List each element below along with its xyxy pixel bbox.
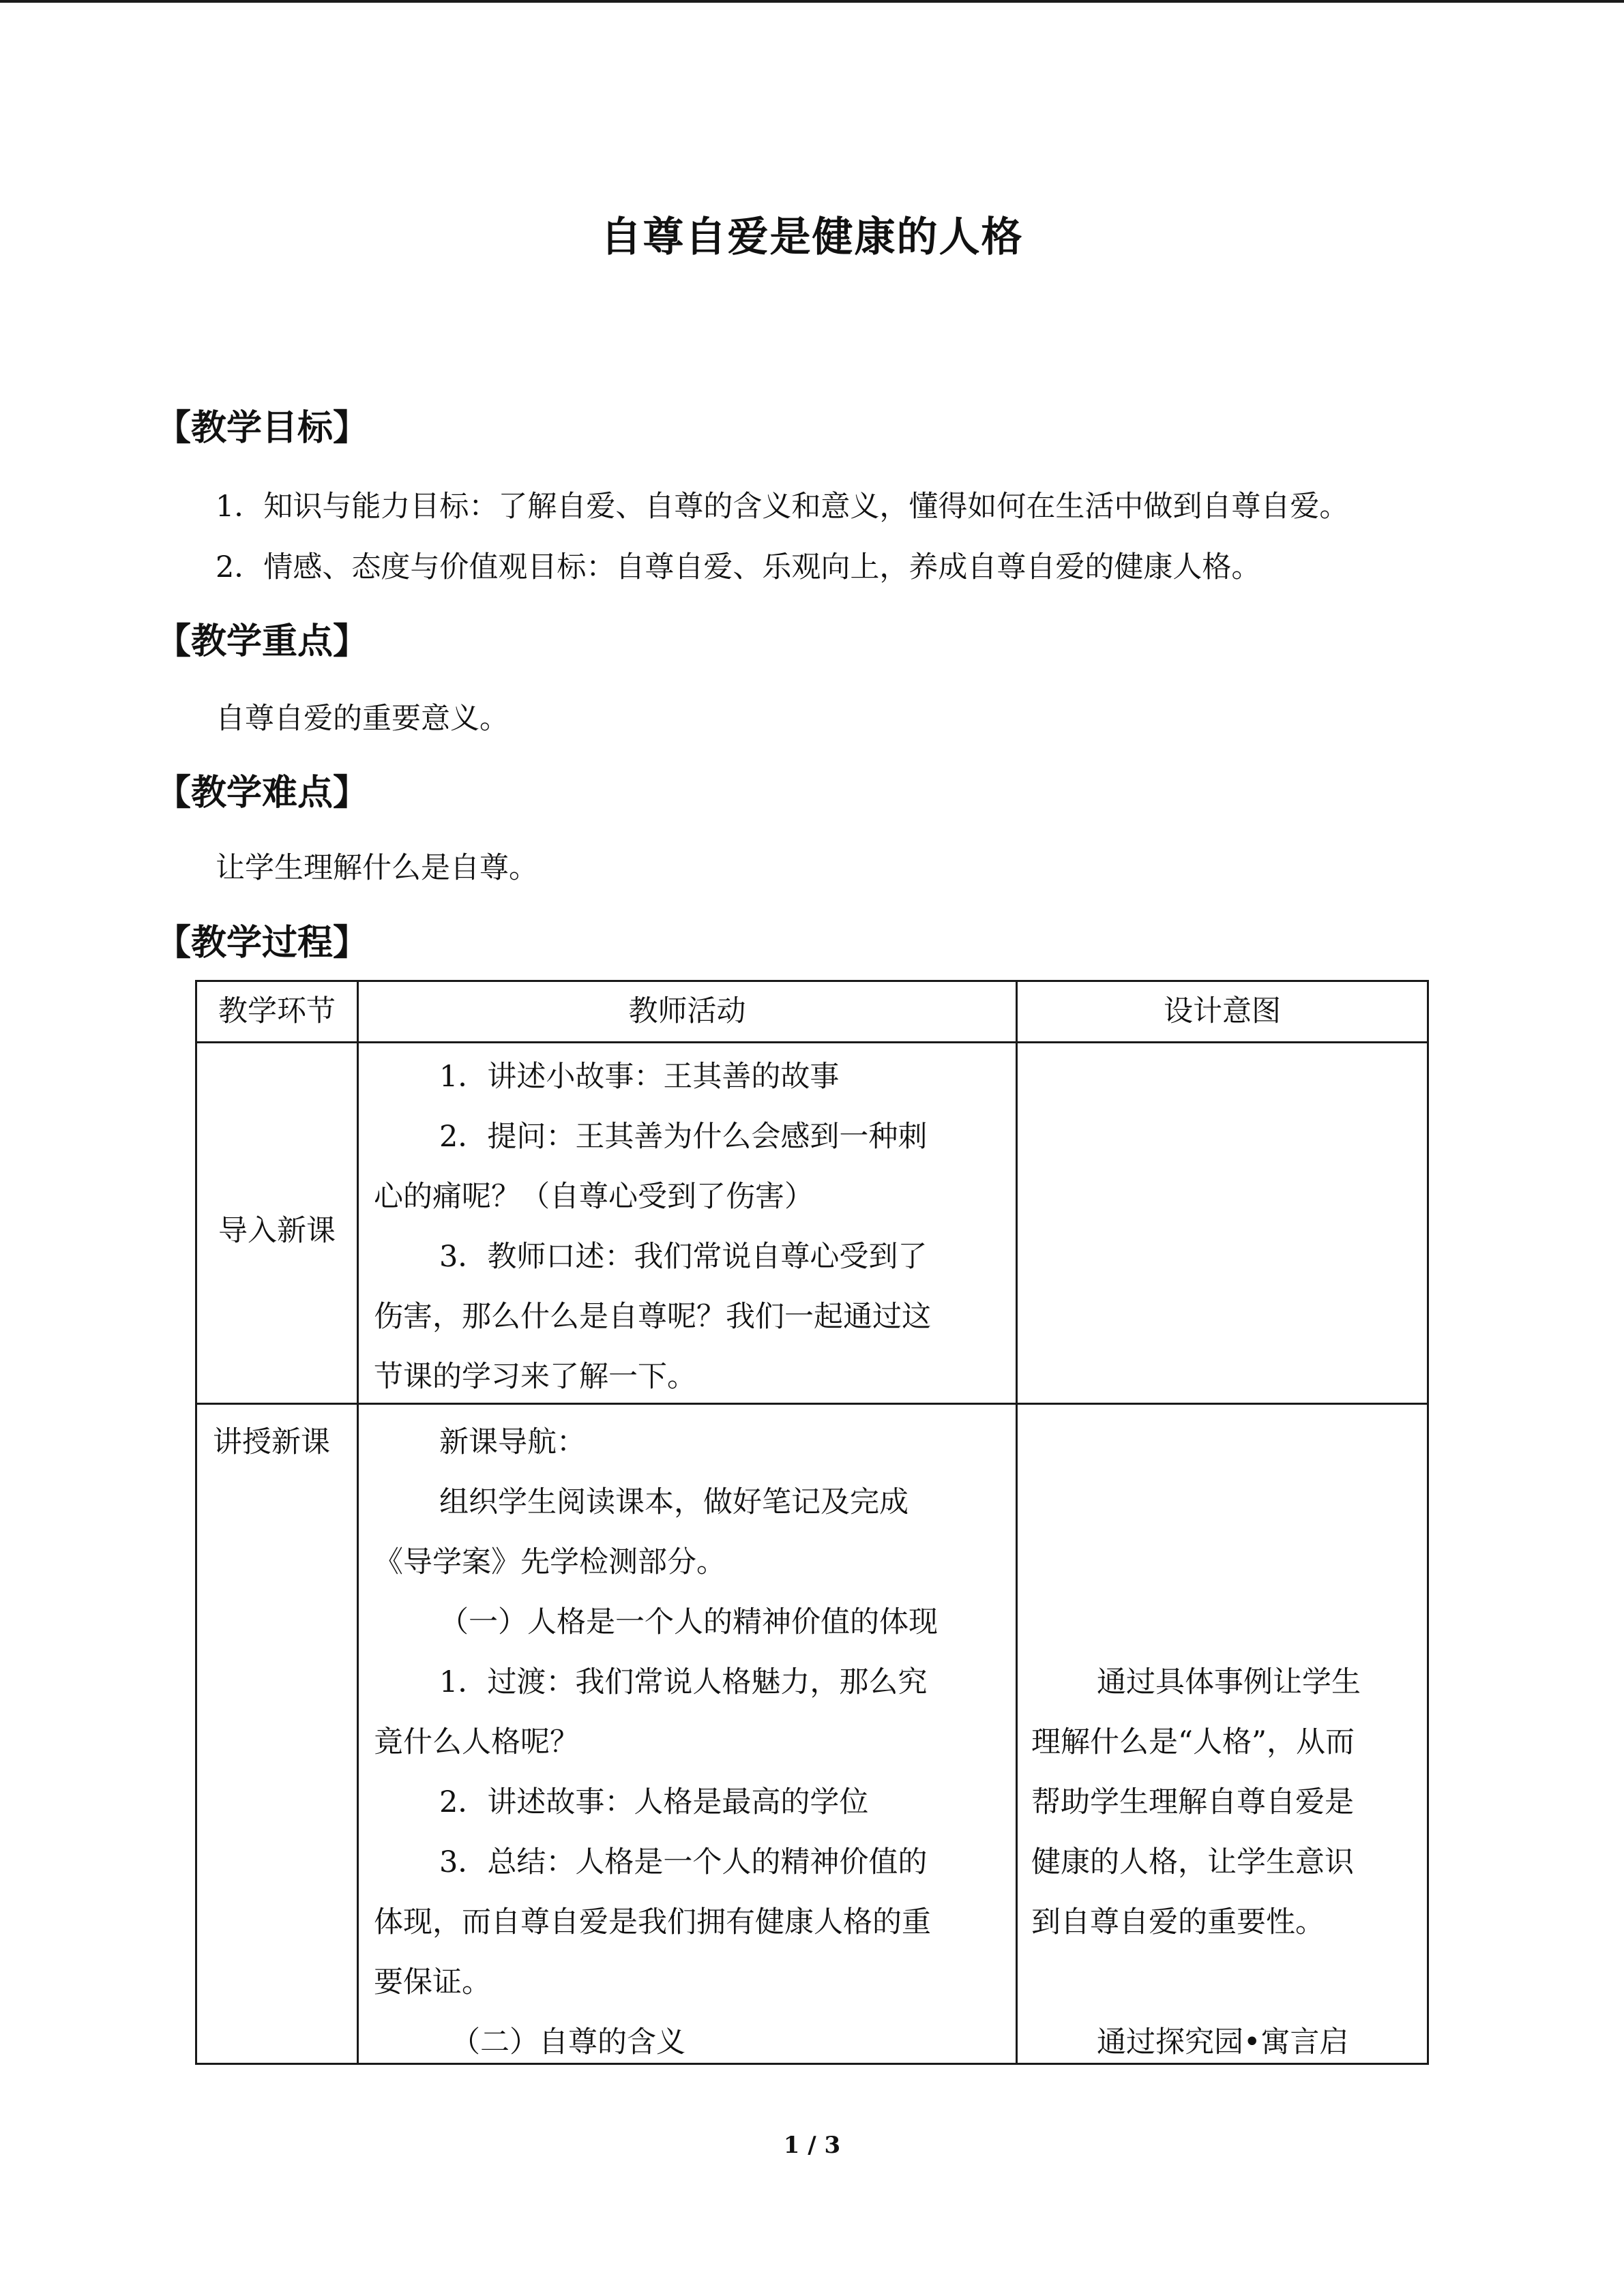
table-header-divider <box>195 1041 1429 1043</box>
heading-objectives: 【教学目标】 <box>156 408 369 449</box>
table-row-2-intent-line: 通过具体事例让学生 <box>1097 1665 1361 1699</box>
document-title: 自尊自爱是健康的人格 <box>600 213 1024 261</box>
table-col-divider-2 <box>1016 980 1018 2065</box>
table-row-2-activity-line: 1．过渡：我们常说人格魅力，那么究 <box>439 1665 928 1699</box>
table-row-2-intent-line: 理解什么是“人格”，从而 <box>1031 1725 1355 1759</box>
table-row-1-activity-line: 3．教师口述：我们常说自尊心受到了 <box>439 1240 928 1274</box>
table-row-1-activity-line: 节课的学习来了解一下。 <box>374 1360 696 1394</box>
table-row-2-activity-line: 新课导航： <box>439 1425 586 1459</box>
table-row-1-activity-line: 心的痛呢？（自尊心受到了伤害） <box>374 1180 814 1214</box>
table-row-2-activity-line: 3．总结：人格是一个人的精神价值的 <box>439 1845 928 1879</box>
key-points-text: 自尊自爱的重要意义。 <box>216 702 509 736</box>
difficulties-text: 让学生理解什么是自尊。 <box>216 851 538 885</box>
table-row-2-intent-line: 帮助学生理解自尊自爱是 <box>1031 1785 1354 1819</box>
table-row-2-intent-line: 健康的人格，让学生意识 <box>1031 1845 1354 1879</box>
table-border-left <box>195 980 197 2065</box>
table-border-top <box>195 980 1429 982</box>
page-number: 1 / 3 <box>783 2132 841 2159</box>
table-row-2-activity-line: （一）人格是一个人的精神价值的体现 <box>439 1605 938 1639</box>
heading-key-points: 【教学重点】 <box>156 621 369 662</box>
process-table <box>195 980 1429 2065</box>
table-row-2-stage: 讲授新课 <box>213 1425 330 1459</box>
objective-item-2: 2．情感、态度与价值观目标：自尊自爱、乐观向上，养成自尊自爱的健康人格。 <box>216 550 1261 584</box>
table-row-2-activity-line: 组织学生阅读课本，做好笔记及完成 <box>439 1485 909 1519</box>
table-row-divider <box>195 1403 1429 1405</box>
page-top-border <box>0 0 1624 3</box>
table-row-2-intent-line: 通过探究园•寓言启 <box>1097 2025 1349 2059</box>
table-border-right <box>1427 980 1429 2065</box>
table-row-2-activity-line: 竟什么人格呢？ <box>374 1725 579 1759</box>
table-row-1-stage: 导入新课 <box>218 1214 336 1248</box>
table-row-1-activity-line: 2．提问：王其善为什么会感到一种刺 <box>439 1120 928 1154</box>
table-header-activity: 教师活动 <box>628 994 746 1028</box>
table-row-2-activity-line: 《导学案》先学检测部分。 <box>374 1545 726 1579</box>
table-row-2-activity-line: 体现，而自尊自爱是我们拥有健康人格的重 <box>374 1905 931 1939</box>
table-row-2-activity-line: 要保证。 <box>374 1965 491 1999</box>
table-header-intent: 设计意图 <box>1164 994 1281 1028</box>
objective-item-1: 1．知识与能力目标：了解自爱、自尊的含义和意义，懂得如何在生活中做到自尊自爱。 <box>216 490 1349 524</box>
table-row-2-activity-line: 2．讲述故事：人格是最高的学位 <box>439 1785 869 1819</box>
heading-process: 【教学过程】 <box>156 923 369 964</box>
table-row-2-intent-line: 到自尊自爱的重要性。 <box>1031 1905 1325 1939</box>
heading-difficulties: 【教学难点】 <box>156 773 369 814</box>
table-border-bottom <box>195 2063 1429 2065</box>
table-row-2-activity-line: （二）自尊的含义 <box>451 2025 685 2059</box>
table-header-stage: 教学环节 <box>218 994 336 1028</box>
table-col-divider-1 <box>357 980 359 2065</box>
table-row-1-activity-line: 伤害，那么什么是自尊呢？我们一起通过这 <box>374 1300 931 1334</box>
table-row-1-activity-line: 1．讲述小故事：王其善的故事 <box>439 1060 840 1094</box>
